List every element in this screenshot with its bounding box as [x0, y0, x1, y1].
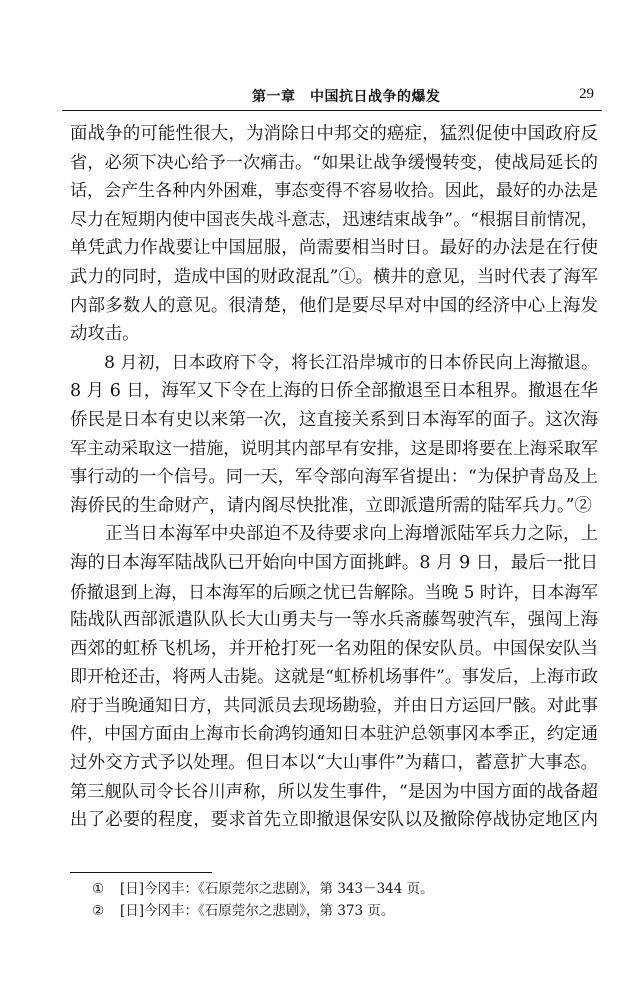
text-line: 8 月初，日本政府下令，将长江沿岸城市的日本侨民向上海撤退。 — [70, 352, 598, 373]
text-line: 军主动采取这一措施，说明其内部早有安排，这是即将要在上海采取军 — [70, 438, 598, 459]
text-line: 内部多数人的意见。很清楚，他们是要尽早对中国的经济中心上海发 — [70, 295, 598, 316]
footnote-text: [日]今冈丰：《石原莞尔之悲剧》，第 373 页。 — [120, 903, 395, 919]
text-line: 侨民是日本有史以来第一次，这直接关系到日本海军的面子。这次海 — [70, 409, 598, 430]
text-line: 话，会产生各种内外困难，事态变得不容易收拾。因此，最好的办法是 — [70, 181, 598, 202]
footnote — [92, 900, 592, 922]
page-number: 29 — [579, 86, 594, 102]
chapter-title: 第一章 中国抗日战争的爆发 — [252, 89, 441, 105]
text-line: 侨撤退到上海，日本海军的后顾之忧已告解除。当晚 5 时许，日本海军 — [70, 581, 598, 602]
text-line: 府于当晚通知日方，共同派员去现场勘验，并由日方运回尸骸。对此事 — [70, 695, 598, 716]
text-line: 武力的同时，造成中国的财政混乱”①。横井的意见，当时代表了海军 — [70, 266, 598, 287]
text-line: 件，中国方面由上海市长俞鸿钧通知日本驻沪总领事冈本季正，约定通 — [70, 724, 598, 745]
text-line: 尽力在短期内使中国丧失战斗意志，迅速结束战争”。“根据目前情况， — [70, 209, 598, 230]
footnote-marker: ① — [92, 881, 105, 897]
running-header — [62, 84, 602, 111]
footnotes — [92, 878, 592, 922]
footnote-text: [日]今冈丰：《石原莞尔之悲剧》，第 343－344 页。 — [120, 881, 434, 897]
footnote — [92, 878, 592, 900]
text-line: 动攻击。 — [70, 324, 140, 345]
text-line: 面战争的可能性很大，为消除日中邦交的癌症，猛烈促使中国政府反 — [70, 124, 598, 144]
text-line: 出了必要的程度，要求首先立即撤退保安队以及撤除停战协定地区内 — [70, 810, 598, 831]
text-line: 海侨民的生命财产，请内阁尽快批准，立即派遣所需的陆军兵力。”② — [70, 495, 592, 516]
footnote-divider — [70, 872, 212, 873]
text-line: 海的日本海军陆战队已开始向中国方面挑衅。8 月 9 日，最后一批日 — [70, 552, 598, 573]
text-line: 第三舰队司令长谷川声称，所以发生事件，“是因为中国方面的战备超 — [70, 781, 598, 802]
text-line: 单凭武力作战要让中国屈服，尚需要相当时日。最好的办法是在行使 — [70, 238, 598, 259]
text-line: 事行动的一个信号。同一天，军令部向海军省提出：“为保护青岛及上 — [70, 467, 598, 488]
text-line: 过外交方式予以处理。但日本以“大山事件”为藉口，蓄意扩大事态。 — [70, 753, 598, 774]
text-line: 西郊的虹桥飞机场，并开枪打死一名劝阻的保安队员。中国保安队当 — [70, 638, 598, 659]
text-line: 8 月 6 日，海军又下令在上海的日侨全部撤退至日本租界。撤退在华 — [70, 381, 598, 402]
text-line: 省，必须下决心给予一次痛击。“如果让战争缓慢转变，使战局延长的 — [70, 152, 598, 173]
text-line: 即开枪还击，将两人击毙。这就是“虹桥机场事件”。事发后，上海市政 — [70, 667, 598, 688]
text-line: 陆战队西部派遣队队长大山勇夫与一等水兵斋藤驾驶汽车，强闯上海 — [70, 610, 598, 631]
body-text — [70, 120, 598, 835]
footnote-marker: ② — [92, 903, 105, 919]
text-line: 正当日本海军中央部迫不及待要求向上海增派陆军兵力之际，上 — [70, 524, 598, 545]
